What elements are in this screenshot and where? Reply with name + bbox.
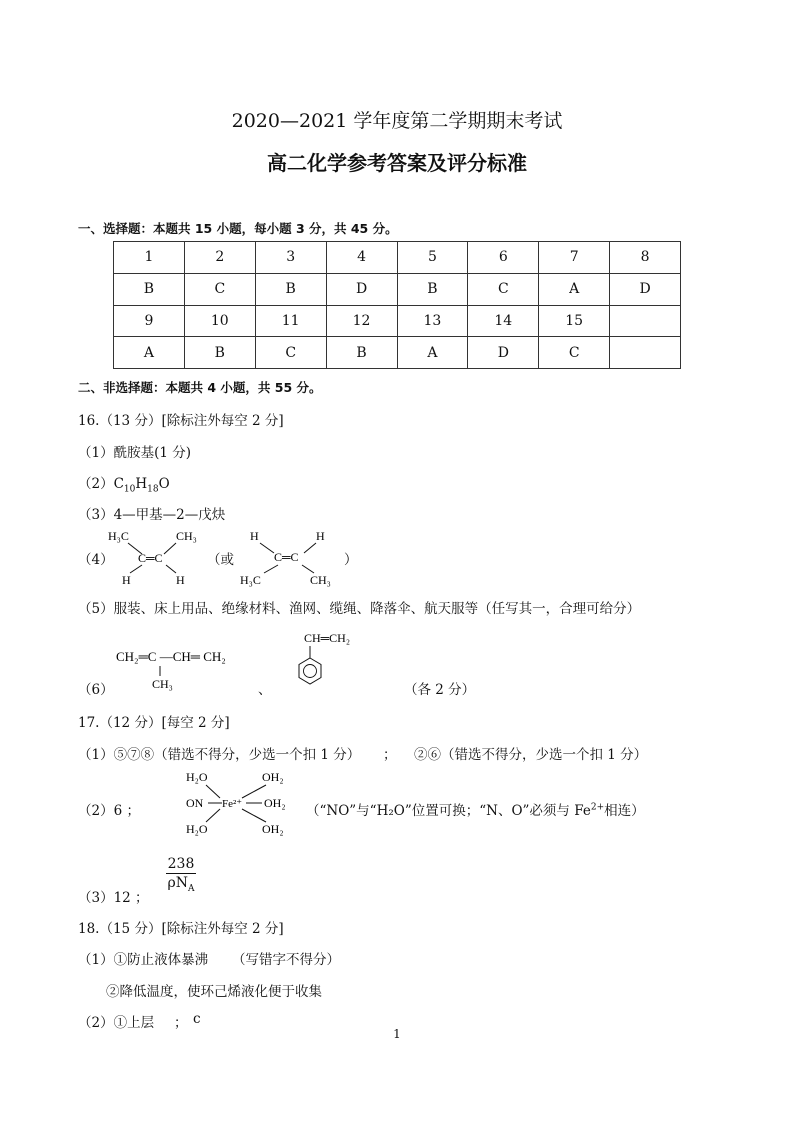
q16-part6-sep: 、 <box>258 682 272 698</box>
struct-label: C═C <box>274 550 299 564</box>
struct-label: CH₃ <box>176 529 197 543</box>
q18-header: 18.（15 分）[除标注外每空 2 分] <box>78 921 284 937</box>
q17-part1-sep: ； <box>383 747 397 763</box>
fe-complex-structure <box>180 768 300 838</box>
q18-part1-a: （1）①防止液体暴沸 <box>78 952 209 968</box>
q18-part1-note: （写错字不得分） <box>232 952 340 968</box>
isoprene-structure <box>112 644 252 692</box>
table-cell: B <box>184 337 255 369</box>
answer-key-title: 高二化学参考答案及评分标准 <box>267 151 527 175</box>
struct-label: H <box>316 529 325 543</box>
struct-label: CH₃ <box>152 677 173 691</box>
cis-butene-structure <box>106 527 206 587</box>
struct-label: ON <box>186 796 204 810</box>
table-cell: 6 <box>468 242 539 274</box>
table-cell: B <box>326 337 397 369</box>
table-cell: 11 <box>255 305 326 337</box>
struct-label: H₃C <box>108 529 129 543</box>
section2-heading: 二、非选择题：本题共 4 小题，共 55 分。 <box>78 380 322 395</box>
table-cell: A <box>397 337 468 369</box>
table-cell: C <box>255 337 326 369</box>
table-cell: C <box>184 273 255 305</box>
q17-part2-label: （2）6 ； <box>78 803 140 819</box>
q16-part5: （5）服装、床上用品、绝缘材料、渔网、缆绳、降落伞、航天服等（任写其一，合理可给分） <box>78 601 641 617</box>
struct-label: Fe²⁺ <box>222 798 243 810</box>
q17-part3-label: （3）12 ； <box>78 890 149 906</box>
struct-label: C═C <box>138 551 163 565</box>
q18-part2-a: （2）①上层 <box>78 1015 155 1031</box>
struct-label: CH═CH₂ <box>304 631 351 645</box>
answer-table <box>113 241 681 369</box>
table-cell: 13 <box>397 305 468 337</box>
struct-label: H₂O <box>186 770 208 784</box>
q16-part6-label: （6） <box>78 682 114 698</box>
q16-part3: （3）4—甲基—2—戊炔 <box>78 507 226 523</box>
q16-part4-or: （或 <box>207 552 234 568</box>
fraction-numerator: 238 <box>167 856 195 872</box>
trans-butene-structure <box>238 527 348 587</box>
table-row <box>114 305 681 337</box>
struct-label: H₃C <box>240 573 261 587</box>
table-cell: C <box>539 337 610 369</box>
q16-part4-label: （4） <box>78 552 114 568</box>
exam-title: 2020—2021 学年度第二学期期末考试 <box>231 110 563 132</box>
table-row <box>114 337 681 369</box>
table-cell: 7 <box>539 242 610 274</box>
q17-part2-note: （“NO”与“H₂O”位置可换；“N、O”必须与 $Fe^{2+}$相连） <box>306 802 645 819</box>
struct-label: OH₂ <box>262 822 284 836</box>
table-cell: 12 <box>326 305 397 337</box>
table-cell: B <box>114 273 185 305</box>
q16-part6-note: （各 2 分） <box>404 682 476 698</box>
section1-heading: 一、选择题：本题共 15 小题，每小题 3 分，共 45 分。 <box>78 221 398 236</box>
q16-part1: （1）酰胺基(1 分) <box>78 445 192 461</box>
q16-header: 16.（13 分）[除标注外每空 2 分] <box>78 413 284 429</box>
table-cell: 10 <box>184 305 255 337</box>
q18-part2-b: c <box>193 1011 201 1027</box>
struct-label: CH₂═C —CH═ CH₂ <box>116 649 226 664</box>
table-cell: 15 <box>539 305 610 337</box>
table-cell: 5 <box>397 242 468 274</box>
struct-label: OH₂ <box>264 796 286 810</box>
q18-part2-sep: ； <box>174 1015 188 1031</box>
fraction-denominator: $\rho N_A$ <box>167 875 195 894</box>
struct-label: CH₃ <box>310 573 331 587</box>
table-row <box>114 273 681 305</box>
q17-header: 17.（12 分）[每空 2 分] <box>78 715 230 731</box>
table-cell: B <box>397 273 468 305</box>
q17-part1-b: ②⑥（错选不得分，少选一个扣 1 分） <box>414 747 648 763</box>
table-cell: 2 <box>184 242 255 274</box>
table-cell: 9 <box>114 305 185 337</box>
q16-part2: $(2)C_{10}H_{18}O$ <box>78 476 170 495</box>
table-cell: A <box>114 337 185 369</box>
table-cell: D <box>326 273 397 305</box>
struct-label: H₂O <box>186 822 208 836</box>
table-cell: 1 <box>114 242 185 274</box>
q18-part1-b: ②降低温度，使环己烯液化便于收集 <box>106 984 322 1000</box>
q16-part4-close: ） <box>344 552 358 568</box>
page-number: 1 <box>393 1027 401 1041</box>
struct-label: H <box>122 573 131 587</box>
table-cell <box>610 337 681 369</box>
table-cell <box>610 305 681 337</box>
table-cell: A <box>539 273 610 305</box>
table-cell: B <box>255 273 326 305</box>
styrene-structure <box>290 628 380 690</box>
struct-label: H <box>250 529 259 543</box>
struct-label: OH₂ <box>262 770 284 784</box>
table-cell: D <box>468 337 539 369</box>
table-cell: 14 <box>468 305 539 337</box>
table-cell: 3 <box>255 242 326 274</box>
table-row <box>114 242 681 274</box>
table-cell: D <box>610 273 681 305</box>
q17-part1-a: （1）⑤⑦⑧（错选不得分，少选一个扣 1 分） <box>78 747 361 763</box>
table-cell: 4 <box>326 242 397 274</box>
struct-label: H <box>176 573 185 587</box>
table-cell: C <box>468 273 539 305</box>
table-cell: 8 <box>610 242 681 274</box>
density-fraction <box>166 856 196 894</box>
